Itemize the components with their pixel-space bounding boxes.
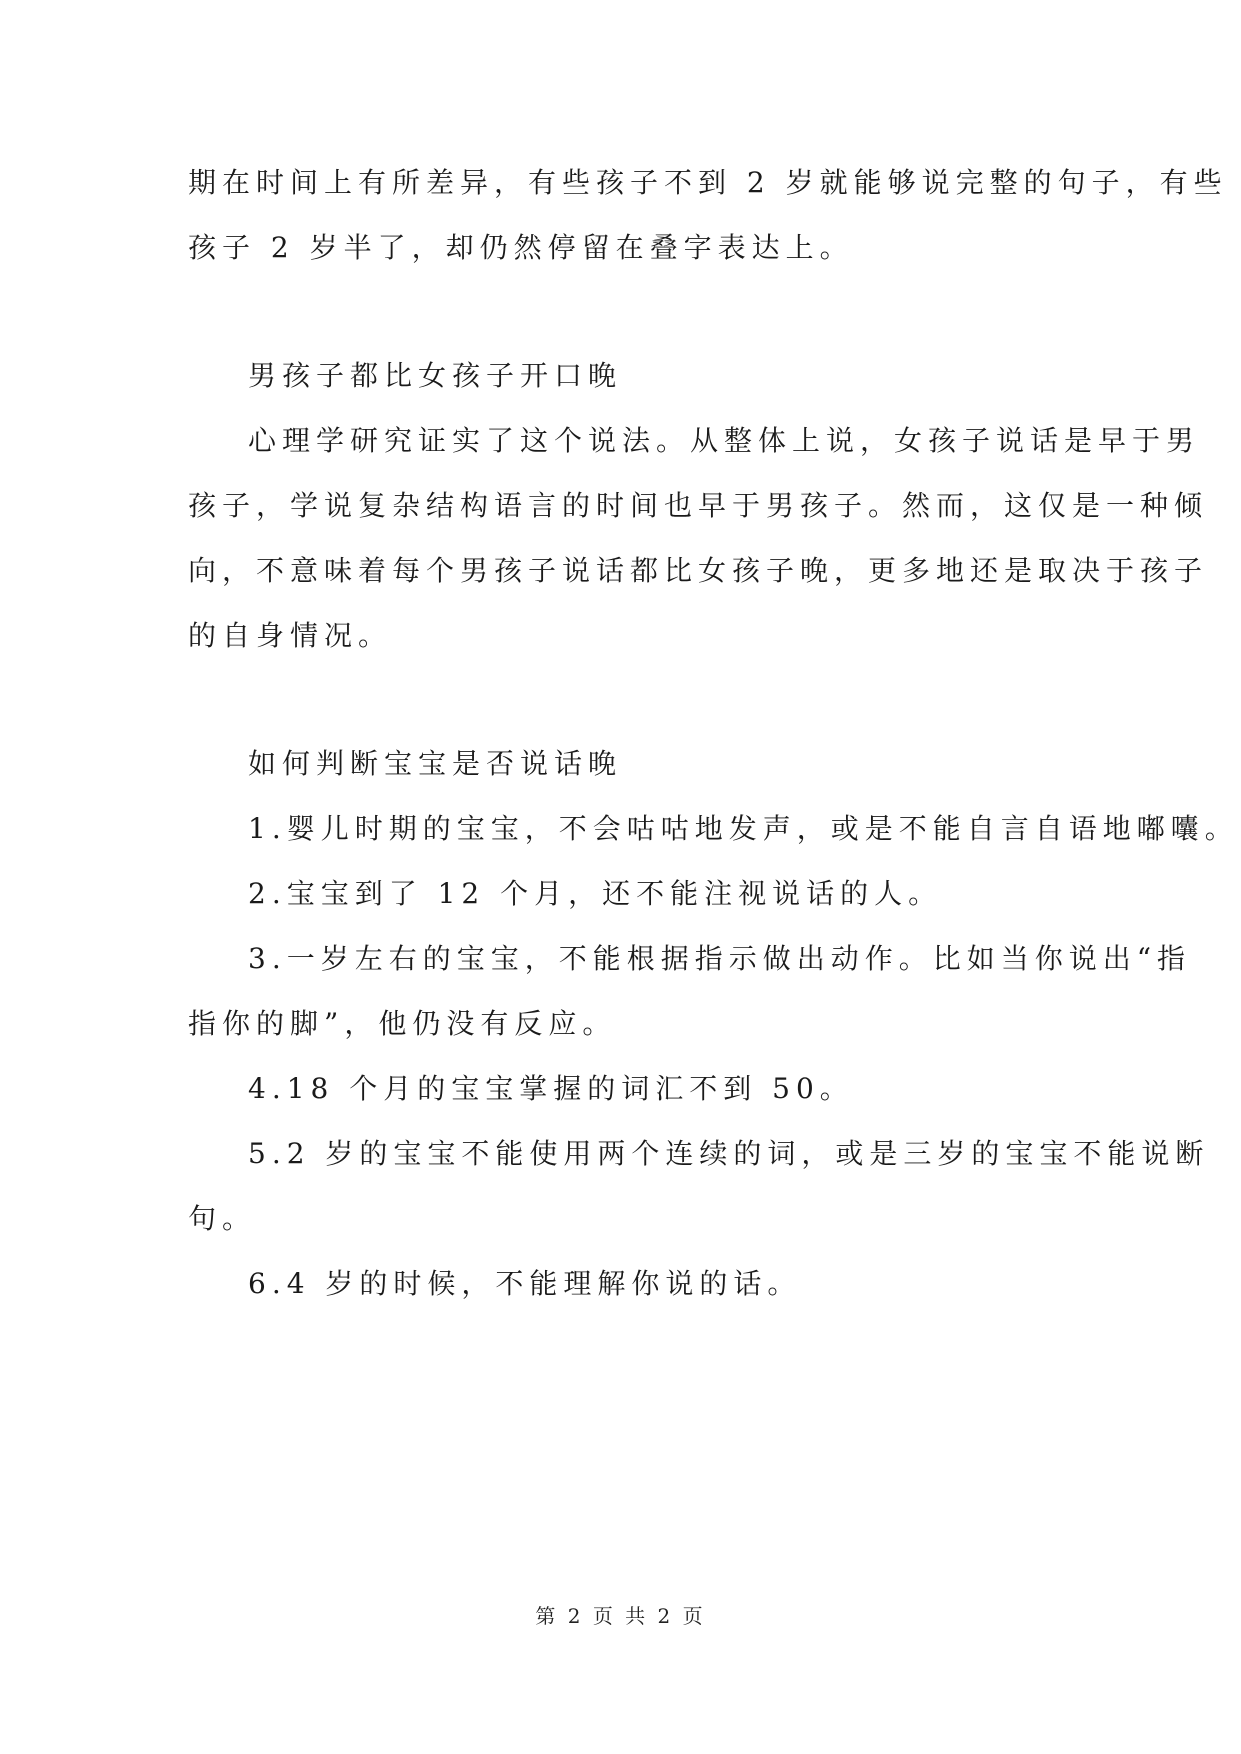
section-heading: 男孩子都比女孩子开口晚: [248, 359, 623, 392]
list-item: 2.宝宝到了 12 个月，还不能注视说话的人。: [248, 877, 943, 910]
list-item-continuation: 指你的脚”，他仍没有反应。: [188, 1007, 617, 1040]
paragraph-line: 孩子，学说复杂结构语言的时间也早于男孩子。然而，这仅是一种倾: [188, 489, 1209, 522]
list-item: 3.一岁左右的宝宝，不能根据指示做出动作。比如当你说出“指: [248, 942, 1192, 975]
paragraph-line: 心理学研究证实了这个说法。从整体上说，女孩子说话是早于男: [248, 424, 1201, 457]
list-item: 6.4 岁的时候，不能理解你说的话。: [248, 1267, 802, 1300]
paragraph-line: 向，不意味着每个男孩子说话都比女孩子晚，更多地还是取决于孩子: [188, 554, 1209, 587]
list-item: 4.18 个月的宝宝掌握的词汇不到 50。: [248, 1072, 854, 1105]
paragraph-line: 孩子 2 岁半了，却仍然停留在叠字表达上。: [188, 231, 854, 264]
paragraph-line: 的自身情况。: [188, 619, 393, 652]
list-item-continuation: 句。: [188, 1202, 257, 1235]
list-item: 5.2 岁的宝宝不能使用两个连续的词，或是三岁的宝宝不能说断: [248, 1137, 1210, 1170]
list-item: 1.婴儿时期的宝宝，不会咕咕地发声，或是不能自言自语地嘟囔。: [248, 812, 1239, 845]
paragraph-line: 期在时间上有所差异，有些孩子不到 2 岁就能够说完整的句子，有些: [188, 166, 1228, 199]
section-heading: 如何判断宝宝是否说话晚: [248, 747, 623, 780]
page-number: 第 2 页 共 2 页: [535, 1604, 706, 1628]
